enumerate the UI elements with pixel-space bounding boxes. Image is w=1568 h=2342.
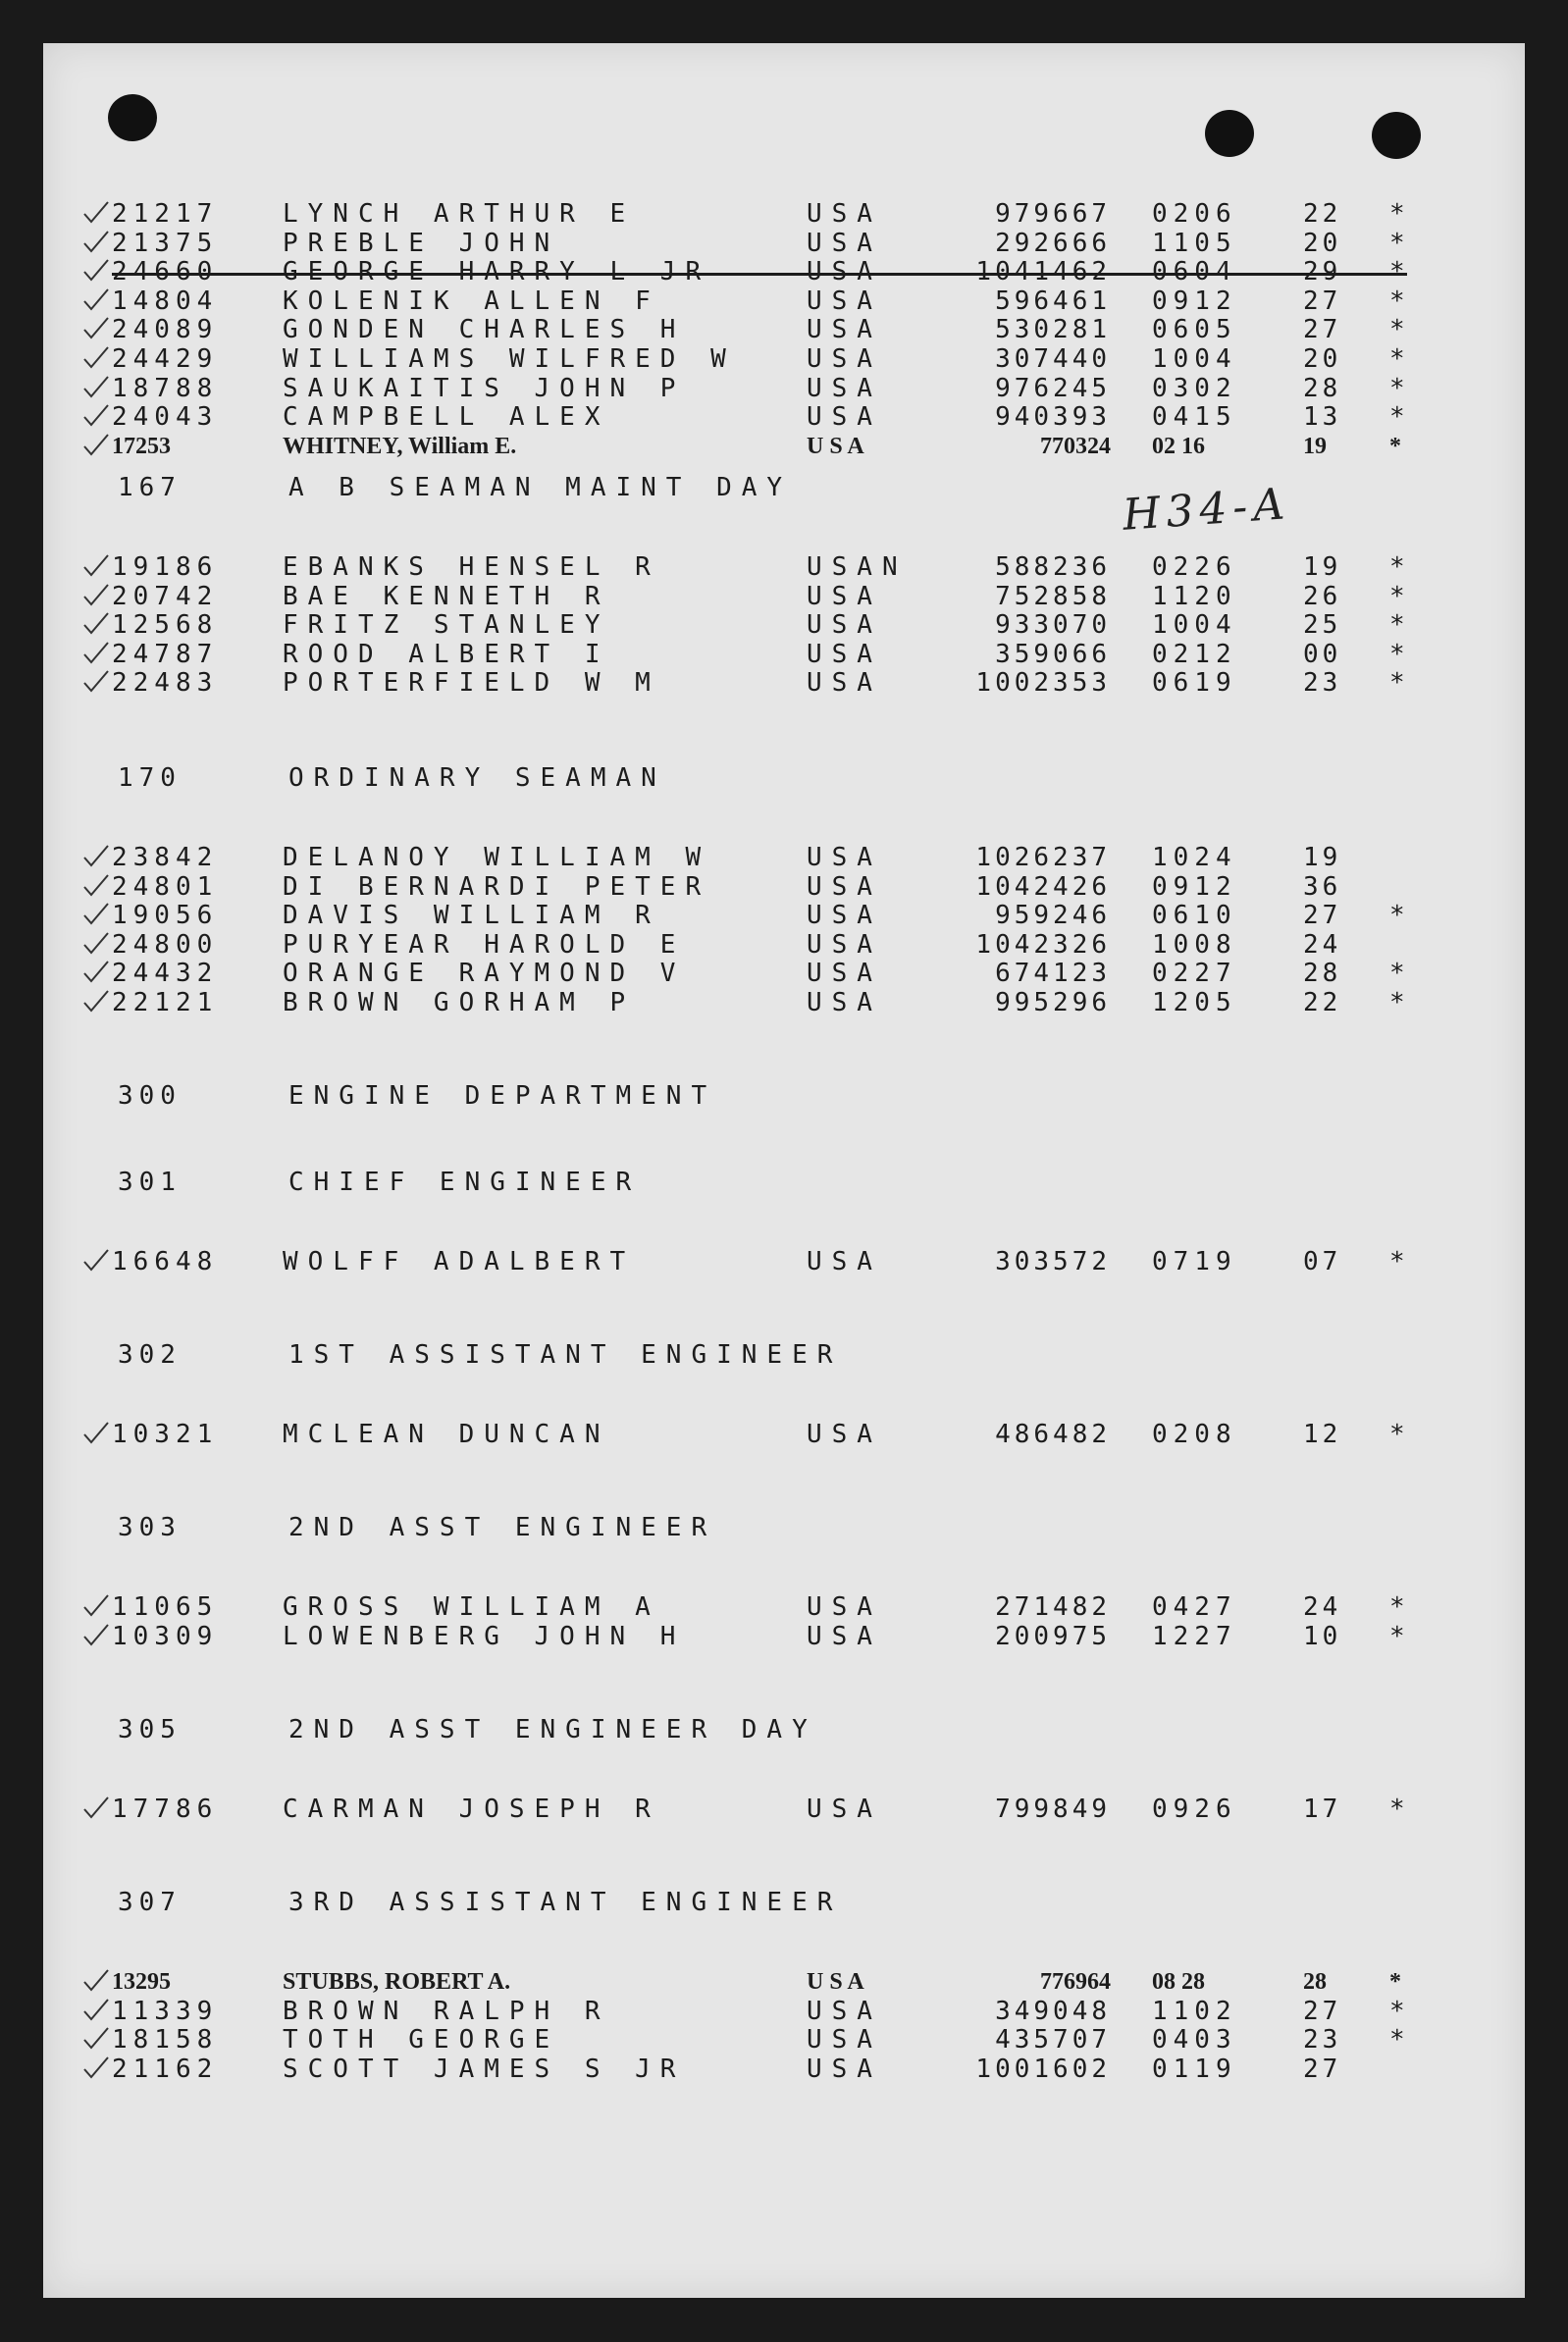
citizenship: USA [807, 1621, 882, 1651]
crew-row [43, 345, 1525, 375]
crew-row [43, 2026, 1525, 2056]
document-number: 995296 [995, 987, 1111, 1017]
crew-row [43, 287, 1525, 317]
section-title: CHIEF ENGINEER [288, 1168, 642, 1197]
crew-name: STUBBS, ROBERT A. [283, 1969, 511, 1995]
crew-name: DI BERNARDI PETER [283, 871, 711, 902]
section-title: 2ND ASST ENGINEER [288, 1513, 717, 1542]
status-mark: * [1389, 199, 1405, 229]
document-number: 770324 [1040, 433, 1111, 459]
document-number: 1001602 [975, 2054, 1111, 2084]
birth-date: 0912 [1152, 871, 1237, 902]
age: 00 [1303, 639, 1342, 669]
document-number: 959246 [995, 901, 1111, 931]
crew-row [43, 258, 1525, 287]
status-mark: * [1389, 1795, 1405, 1824]
age: 28 [1303, 959, 1342, 989]
citizenship: USA [807, 286, 882, 316]
checkmark-icon [82, 1796, 110, 1819]
crew-row [43, 200, 1525, 230]
crew-row [43, 641, 1525, 670]
crew-row [43, 669, 1525, 699]
age: 28 [1303, 373, 1342, 403]
age: 07 [1303, 1247, 1342, 1276]
status-mark: * [1389, 987, 1405, 1017]
status-mark: * [1389, 286, 1405, 316]
crew-number: 24660 [112, 257, 219, 287]
age: 27 [1303, 286, 1342, 316]
checkmark-icon [82, 316, 110, 339]
crew-name: ROOD ALBERT I [283, 639, 610, 669]
checkmark-icon [82, 553, 110, 577]
age: 20 [1303, 228, 1342, 258]
citizenship: USA [807, 668, 882, 699]
citizenship: USA [807, 257, 882, 287]
checkmark-icon [82, 902, 110, 925]
checkmark-icon [82, 433, 110, 456]
birth-date: 1105 [1152, 228, 1237, 258]
crew-row [43, 844, 1525, 873]
crew-number: 13295 [112, 1969, 171, 1995]
crew-number: 21217 [112, 199, 219, 229]
crew-name: PORTERFIELD W M [283, 668, 660, 699]
crew-row [43, 403, 1525, 433]
checkmark-icon [82, 611, 110, 635]
crew-row [43, 931, 1525, 961]
document-number: 674123 [995, 959, 1111, 989]
crew-row [43, 902, 1525, 931]
checkmark-icon [82, 583, 110, 606]
status-mark: * [1389, 402, 1405, 433]
age: 22 [1303, 987, 1342, 1017]
age: 19 [1303, 433, 1327, 459]
birth-date: 0206 [1152, 199, 1237, 229]
crew-number: 24800 [112, 929, 219, 960]
crew-number: 11065 [112, 1592, 219, 1622]
checkmark-icon [82, 931, 110, 955]
citizenship: USA [807, 2025, 882, 2056]
crew-name: DELANOY WILLIAM W [283, 843, 711, 872]
checkmark-icon [82, 669, 110, 693]
citizenship: U S A [807, 433, 864, 459]
section-code: 305 [118, 1715, 182, 1744]
birth-date: 0605 [1152, 315, 1237, 345]
crew-number: 14804 [112, 286, 219, 316]
section-code: 300 [118, 1081, 182, 1111]
age: 27 [1303, 901, 1342, 931]
document-number: 1041462 [975, 257, 1111, 287]
checkmark-icon [82, 1623, 110, 1646]
crew-name: DAVIS WILLIAM R [283, 901, 660, 931]
crew-row [43, 1248, 1525, 1277]
document-number: 359066 [995, 639, 1111, 669]
section-heading [118, 1168, 641, 1197]
crew-name: EBANKS HENSEL R [283, 552, 660, 582]
birth-date: 0403 [1152, 2025, 1237, 2056]
status-mark: * [1389, 1621, 1405, 1651]
age: 27 [1303, 2054, 1342, 2084]
birth-date: 0604 [1152, 257, 1237, 287]
crew-name: PREBLE JOHN [283, 228, 560, 258]
age: 24 [1303, 929, 1342, 960]
section-heading [118, 1513, 716, 1542]
age: 26 [1303, 581, 1342, 611]
crew-row [43, 1623, 1525, 1652]
birth-date: 0719 [1152, 1247, 1237, 1276]
citizenship: USA [807, 199, 882, 229]
birth-date: 1008 [1152, 929, 1237, 960]
crew-number: 24043 [112, 402, 219, 433]
crew-name: BROWN RALPH R [283, 1996, 610, 2026]
status-mark: * [1389, 1996, 1405, 2026]
document-page [43, 43, 1525, 2298]
crew-name: PURYEAR HAROLD E [283, 929, 686, 960]
checkmark-icon [82, 258, 110, 282]
crew-number: 22483 [112, 668, 219, 699]
document-number: 976245 [995, 373, 1111, 403]
crew-name: MCLEAN DUNCAN [283, 1420, 610, 1449]
citizenship: USA [807, 1247, 882, 1276]
status-mark: * [1389, 2025, 1405, 2056]
age: 10 [1303, 1621, 1342, 1651]
crew-number: 19186 [112, 552, 219, 582]
citizenship: USA [807, 228, 882, 258]
checkmark-icon [82, 403, 110, 427]
status-mark: * [1389, 1592, 1405, 1622]
birth-date: 0208 [1152, 1420, 1237, 1449]
checkmark-icon [82, 844, 110, 867]
crew-name: TOTH GEORGE [283, 2025, 560, 2056]
birth-date: 1024 [1152, 843, 1237, 872]
punch-hole [1372, 112, 1421, 159]
section-heading [118, 763, 666, 793]
status-mark: * [1389, 552, 1405, 582]
document-number: 303572 [995, 1247, 1111, 1276]
citizenship: USA [807, 402, 882, 433]
crew-row [43, 611, 1525, 641]
citizenship: USA [807, 871, 882, 902]
status-mark: * [1389, 315, 1405, 345]
section-code: 303 [118, 1513, 182, 1542]
document-number: 435707 [995, 2025, 1111, 2056]
punch-hole [1205, 110, 1254, 157]
crew-number: 23842 [112, 843, 219, 872]
age: 25 [1303, 610, 1342, 641]
citizenship: USA [807, 610, 882, 641]
checkmark-icon [82, 200, 110, 224]
crew-name: KOLENIK ALLEN F [283, 286, 660, 316]
crew-number: 21375 [112, 228, 219, 258]
section-heading [118, 1081, 716, 1111]
status-mark: * [1389, 581, 1405, 611]
checkmark-icon [82, 2026, 110, 2050]
status-mark: * [1389, 373, 1405, 403]
birth-date: 0226 [1152, 552, 1237, 582]
crew-row [43, 553, 1525, 583]
age: 23 [1303, 668, 1342, 699]
status-mark: * [1389, 433, 1401, 459]
crew-number: 24089 [112, 315, 219, 345]
document-number: 940393 [995, 402, 1111, 433]
crew-name: BAE KENNETH R [283, 581, 610, 611]
crew-name: WILLIAMS WILFRED W [283, 343, 736, 374]
birth-date: 1102 [1152, 1996, 1237, 2026]
crew-name: CAMPBELL ALEX [283, 402, 610, 433]
citizenship: USA [807, 343, 882, 374]
citizenship: USA [807, 1420, 882, 1449]
status-mark: * [1389, 668, 1405, 699]
document-number: 776964 [1040, 1969, 1111, 1995]
document-number: 292666 [995, 228, 1111, 258]
crew-name: LYNCH ARTHUR E [283, 199, 636, 229]
status-mark: * [1389, 639, 1405, 669]
age: 19 [1303, 552, 1342, 582]
citizenship: USA [807, 315, 882, 345]
crew-name: GROSS WILLIAM A [283, 1592, 660, 1622]
document-number: 752858 [995, 581, 1111, 611]
age: 27 [1303, 1996, 1342, 2026]
crew-name: WOLFF ADALBERT [283, 1247, 636, 1276]
crew-row [43, 960, 1525, 989]
birth-date: 0212 [1152, 639, 1237, 669]
crew-row [43, 1796, 1525, 1825]
crew-name: GONDEN CHARLES H [283, 315, 686, 345]
crew-number: 12568 [112, 610, 219, 641]
document-number: 349048 [995, 1996, 1111, 2026]
crew-number: 24432 [112, 959, 219, 989]
section-code: 302 [118, 1340, 182, 1370]
crew-number: 10309 [112, 1621, 219, 1651]
document-number: 530281 [995, 315, 1111, 345]
checkmark-icon [82, 1248, 110, 1272]
section-title: 3RD ASSISTANT ENGINEER [288, 1888, 843, 1917]
birth-date: 0227 [1152, 959, 1237, 989]
citizenship: USA [807, 929, 882, 960]
section-code: 167 [118, 473, 182, 502]
handwritten-annotation: H34-A [1121, 479, 1292, 541]
checkmark-icon [82, 873, 110, 897]
document-number: 307440 [995, 343, 1111, 374]
crew-number: 20742 [112, 581, 219, 611]
birth-date: 1227 [1152, 1621, 1237, 1651]
birth-date: 0610 [1152, 901, 1237, 931]
checkmark-icon [82, 230, 110, 253]
citizenship: USA [807, 1795, 882, 1824]
crew-number: 18158 [112, 2025, 219, 2056]
document-number: 799849 [995, 1795, 1111, 1824]
crew-row [43, 2056, 1525, 2085]
document-number: 1042426 [975, 871, 1111, 902]
document-number: 1026237 [975, 843, 1111, 872]
crew-number: 16648 [112, 1247, 219, 1276]
crew-name: LOWENBERG JOHN H [283, 1621, 686, 1651]
crew-row [43, 1968, 1525, 1998]
section-heading [118, 1340, 842, 1370]
birth-date: 02 16 [1152, 433, 1205, 459]
section-heading [118, 1715, 817, 1744]
document-number: 979667 [995, 199, 1111, 229]
citizenship: USA [807, 2054, 882, 2084]
age: 29 [1303, 257, 1342, 287]
birth-date: 0427 [1152, 1592, 1237, 1622]
crew-number: 19056 [112, 901, 219, 931]
age: 12 [1303, 1420, 1342, 1449]
age: 27 [1303, 315, 1342, 345]
section-code: 307 [118, 1888, 182, 1917]
crew-number: 17253 [112, 433, 171, 459]
birth-date: 0619 [1152, 668, 1237, 699]
document-number: 933070 [995, 610, 1111, 641]
citizenship: USA [807, 581, 882, 611]
birth-date: 1004 [1152, 343, 1237, 374]
status-mark: * [1389, 1247, 1405, 1276]
crew-number: 11339 [112, 1996, 219, 2026]
section-title: ENGINE DEPARTMENT [288, 1081, 717, 1111]
crew-row [43, 433, 1525, 462]
crew-number: 21162 [112, 2054, 219, 2084]
birth-date: 08 28 [1152, 1969, 1205, 1995]
age: 28 [1303, 1969, 1327, 1995]
citizenship: USA [807, 843, 882, 872]
status-mark: * [1389, 959, 1405, 989]
crew-number: 10321 [112, 1420, 219, 1449]
citizenship: USA [807, 901, 882, 931]
birth-date: 1205 [1152, 987, 1237, 1017]
document-number: 1042326 [975, 929, 1111, 960]
age: 36 [1303, 871, 1342, 902]
crew-row [43, 1998, 1525, 2027]
birth-date: 0302 [1152, 373, 1237, 403]
checkmark-icon [82, 375, 110, 398]
crew-row [43, 1421, 1525, 1450]
citizenship: USA [807, 959, 882, 989]
section-code: 170 [118, 763, 182, 793]
checkmark-icon [82, 2056, 110, 2079]
birth-date: 0415 [1152, 402, 1237, 433]
citizenship: U S A [807, 1969, 864, 1995]
age: 13 [1303, 402, 1342, 433]
section-title: ORDINARY SEAMAN [288, 763, 666, 793]
status-mark: * [1389, 610, 1405, 641]
document-number: 588236 [995, 552, 1111, 582]
crew-number: 17786 [112, 1795, 219, 1824]
crew-name: SAUKAITIS JOHN P [283, 373, 686, 403]
document-number: 486482 [995, 1420, 1111, 1449]
birth-date: 0119 [1152, 2054, 1237, 2084]
crew-number: 24801 [112, 871, 219, 902]
status-mark: * [1389, 1969, 1401, 1995]
crew-name: FRITZ STANLEY [283, 610, 610, 641]
birth-date: 1120 [1152, 581, 1237, 611]
birth-date: 0912 [1152, 286, 1237, 316]
age: 23 [1303, 2025, 1342, 2056]
status-mark: * [1389, 901, 1405, 931]
crew-row [43, 873, 1525, 903]
age: 22 [1303, 199, 1342, 229]
status-mark: * [1389, 343, 1405, 374]
crew-name: BROWN GORHAM P [283, 987, 636, 1017]
citizenship: USA [807, 1996, 882, 2026]
checkmark-icon [82, 287, 110, 311]
age: 19 [1303, 843, 1342, 872]
crew-name: SCOTT JAMES S JR [283, 2054, 686, 2084]
birth-date: 0926 [1152, 1795, 1237, 1824]
crew-row [43, 989, 1525, 1018]
citizenship: USA [807, 373, 882, 403]
checkmark-icon [82, 1998, 110, 2021]
age: 17 [1303, 1795, 1342, 1824]
checkmark-icon [82, 960, 110, 983]
crew-number: 24787 [112, 639, 219, 669]
section-title: 2ND ASST ENGINEER DAY [288, 1715, 817, 1744]
crew-name: CARMAN JOSEPH R [283, 1795, 660, 1824]
section-heading [118, 473, 792, 502]
checkmark-icon [82, 345, 110, 369]
crew-row [43, 1593, 1525, 1623]
citizenship: USAN [807, 552, 908, 582]
status-mark: * [1389, 1420, 1405, 1449]
document-number: 271482 [995, 1592, 1111, 1622]
citizenship: USA [807, 639, 882, 669]
birth-date: 1004 [1152, 610, 1237, 641]
section-heading [118, 1888, 842, 1917]
crew-name: WHITNEY, William E. [283, 433, 517, 459]
crew-row [43, 583, 1525, 612]
crew-name: ORANGE RAYMOND V [283, 959, 686, 989]
status-mark: * [1389, 228, 1405, 258]
crew-row [43, 316, 1525, 345]
crew-number: 22121 [112, 987, 219, 1017]
crew-number: 18788 [112, 373, 219, 403]
checkmark-icon [82, 989, 110, 1013]
crew-name: GEORGE HARRY L JR [283, 257, 711, 287]
crew-row [43, 375, 1525, 404]
age: 20 [1303, 343, 1342, 374]
crew-row [43, 230, 1525, 259]
document-number: 596461 [995, 286, 1111, 316]
checkmark-icon [82, 1593, 110, 1617]
document-number: 200975 [995, 1621, 1111, 1651]
age: 24 [1303, 1592, 1342, 1622]
section-title: A B SEAMAN MAINT DAY [288, 473, 793, 502]
checkmark-icon [82, 1968, 110, 1992]
section-code: 301 [118, 1168, 182, 1197]
citizenship: USA [807, 987, 882, 1017]
section-title: 1ST ASSISTANT ENGINEER [288, 1340, 843, 1370]
citizenship: USA [807, 1592, 882, 1622]
status-mark: * [1389, 257, 1405, 287]
checkmark-icon [82, 1421, 110, 1444]
punch-hole [108, 94, 157, 141]
checkmark-icon [82, 641, 110, 664]
crew-number: 24429 [112, 343, 219, 374]
document-number: 1002353 [975, 668, 1111, 699]
